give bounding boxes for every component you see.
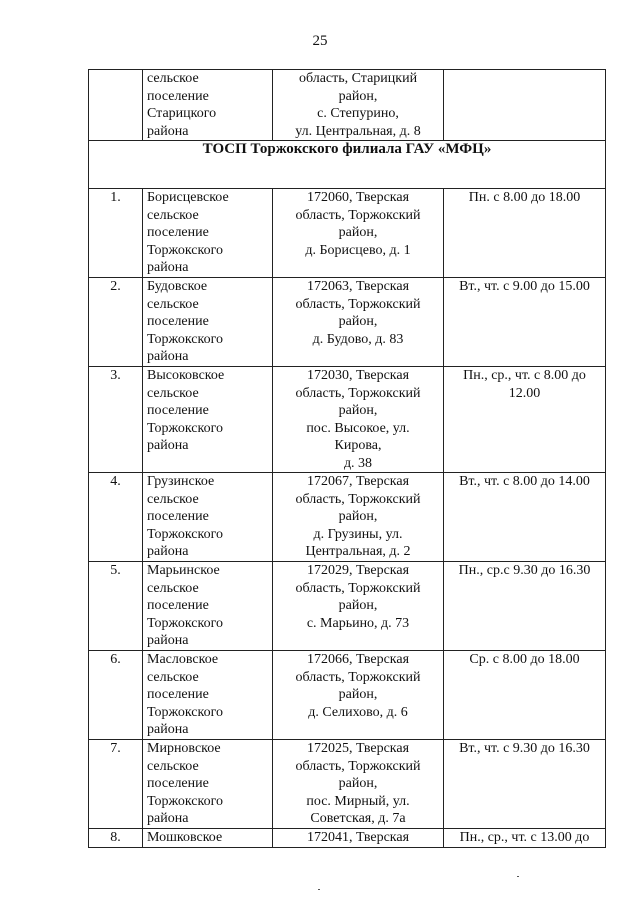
cell-line: Высоковское xyxy=(147,368,225,383)
cell-line: 12.00 xyxy=(508,385,541,401)
table-row xyxy=(89,473,606,562)
cell-line: Старицкого xyxy=(147,106,217,121)
row-number-cell: 6. xyxy=(89,651,143,740)
cell-line: Ср. с 8.00 до 18.00 xyxy=(469,652,580,667)
hours-cell xyxy=(444,70,606,141)
table-body xyxy=(89,70,606,848)
row-number-cell: 4. xyxy=(89,473,143,562)
cell-line: района xyxy=(147,123,189,139)
cell-line: Вт., чт. с 9.00 до 15.00 xyxy=(459,279,590,294)
section-header-row xyxy=(89,141,606,189)
cell-line: д. Селихово, д. 6 xyxy=(308,704,408,720)
section-title: ТОСП Торжокского филиала ГАУ «МФЦ» xyxy=(89,141,606,189)
table-row xyxy=(89,189,606,278)
cell-line: Торжокского xyxy=(147,615,223,631)
address-cell xyxy=(273,651,444,740)
cell-line: Советская, д. 7а xyxy=(310,811,406,826)
settlement-name-cell xyxy=(143,562,273,651)
cell-line: Будовское xyxy=(147,279,208,294)
cell-line: Вт., чт. с 8.00 до 14.00 xyxy=(459,474,590,489)
settlement-name-cell xyxy=(143,70,273,141)
cell-line: область, Торжокский xyxy=(295,296,421,312)
hours-cell xyxy=(444,829,606,848)
cell-line: сельское xyxy=(147,71,199,86)
cell-line: Торжокского xyxy=(147,526,223,542)
cell-line: Грузинское xyxy=(147,474,215,489)
cell-line: район, xyxy=(338,776,378,791)
cell-line: Масловское xyxy=(147,652,219,667)
cell-line: Торжокского xyxy=(147,331,223,347)
cell-line: 172025, Тверская xyxy=(306,741,410,756)
cell-line: область, Торжокский xyxy=(295,385,421,401)
address-cell xyxy=(273,829,444,848)
cell-line: Кирова, xyxy=(334,438,382,453)
settlement-name-cell xyxy=(143,367,273,473)
cell-line: область, Торжокский xyxy=(295,669,421,685)
cell-line: поселение xyxy=(147,314,209,329)
cell-line: сельское xyxy=(147,758,199,774)
cell-line: 172041, Тверская xyxy=(306,830,410,845)
table-row xyxy=(89,278,606,367)
address-cell xyxy=(273,740,444,829)
settlement-name-cell xyxy=(143,829,273,848)
hours-cell xyxy=(444,278,606,367)
cell-line: района xyxy=(147,633,189,648)
cell-line: сельское xyxy=(147,207,199,223)
scan-speck xyxy=(318,889,320,890)
cell-line: область, Торжокский xyxy=(295,758,421,774)
cell-line: 172067, Тверская xyxy=(306,474,410,489)
cell-line: поселение xyxy=(147,776,209,791)
cell-line: район, xyxy=(338,687,378,702)
hours-cell xyxy=(444,562,606,651)
cell-line: района xyxy=(147,438,189,453)
cell-line: с. Марьино, д. 73 xyxy=(306,615,410,631)
cell-line: д. Будово, д. 83 xyxy=(312,331,404,347)
address-cell xyxy=(273,189,444,278)
row-number-cell: 8. xyxy=(89,829,143,848)
cell-line: область, Торжокский xyxy=(295,580,421,596)
row-number-cell: 5. xyxy=(89,562,143,651)
cell-line: область, Старицкий xyxy=(298,71,418,86)
cell-line: с. Степурино, xyxy=(317,106,399,121)
address-cell xyxy=(273,562,444,651)
cell-line: ул. Центральная, д. 8 xyxy=(295,123,421,139)
cell-line: 172060, Тверская xyxy=(306,190,410,205)
cell-line: область, Торжокский xyxy=(295,207,421,223)
cell-line: район, xyxy=(338,225,378,240)
cell-line: 172063, Тверская xyxy=(306,279,410,294)
cell-line: поселение xyxy=(147,225,209,240)
cell-line: поселение xyxy=(147,687,209,702)
cell-line: район, xyxy=(338,403,378,418)
cell-line: Торжокского xyxy=(147,704,223,720)
cell-line: 172066, Тверская xyxy=(306,652,410,667)
row-number-cell: 7. xyxy=(89,740,143,829)
settlement-name-cell xyxy=(143,189,273,278)
cell-line: района xyxy=(147,722,189,737)
cell-line: поселение xyxy=(147,598,209,613)
settlement-name-cell xyxy=(143,740,273,829)
cell-line: сельское xyxy=(147,669,199,685)
cell-line: район, xyxy=(338,509,378,524)
cell-line: д. 38 xyxy=(343,455,373,471)
table-row xyxy=(89,651,606,740)
row-number-cell: 1. xyxy=(89,189,143,278)
settlement-name-cell xyxy=(143,651,273,740)
page-number: 25 xyxy=(312,33,328,49)
cell-line: Марьинское xyxy=(147,563,220,578)
cell-line: район, xyxy=(338,598,378,613)
cell-line: д. Грузины, ул. xyxy=(313,526,403,542)
cell-line: пос. Высокое, ул. xyxy=(306,420,410,436)
hours-cell xyxy=(444,740,606,829)
cell-line: район, xyxy=(338,314,378,329)
cell-line: сельское xyxy=(147,296,199,312)
cell-line: сельское xyxy=(147,491,199,507)
address-cell xyxy=(273,473,444,562)
hours-cell xyxy=(444,473,606,562)
row-number-cell: 3. xyxy=(89,367,143,473)
settlement-name-cell xyxy=(143,278,273,367)
cell-line: Пн., ср., чт. с 13.00 до xyxy=(459,830,590,845)
cell-line: Торжокского xyxy=(147,420,223,436)
cell-line: района xyxy=(147,544,189,559)
scan-speck xyxy=(517,876,519,877)
cell-line: Вт., чт. с 9.30 до 16.30 xyxy=(459,741,590,756)
address-cell xyxy=(273,70,444,141)
cell-line: Торжокского xyxy=(147,242,223,258)
cell-line: района xyxy=(147,349,189,364)
hours-cell xyxy=(444,189,606,278)
cell-line: Борисцевское xyxy=(147,190,229,205)
cell-line: Мирновское xyxy=(147,741,221,756)
hours-cell xyxy=(444,651,606,740)
cell-line: пос. Мирный, ул. xyxy=(306,793,410,809)
table-row-continued xyxy=(89,70,606,141)
cell-line: района xyxy=(147,260,189,275)
table-row xyxy=(89,367,606,473)
row-number-cell xyxy=(89,70,143,141)
cell-line: Пн., ср., чт. с 8.00 до xyxy=(463,368,586,383)
cell-line: поселение xyxy=(147,509,209,524)
address-cell xyxy=(273,278,444,367)
cell-line: 172030, Тверская xyxy=(306,368,410,383)
cell-line: сельское xyxy=(147,580,199,596)
cell-line: Пн. с 8.00 до 18.00 xyxy=(468,190,581,205)
cell-line: район, xyxy=(338,88,378,104)
cell-line: 172029, Тверская xyxy=(306,563,410,578)
cell-line: сельское xyxy=(147,385,199,401)
settlement-name-cell xyxy=(143,473,273,562)
cell-line: Центральная, д. 2 xyxy=(305,544,411,559)
cell-line: д. Борисцево, д. 1 xyxy=(305,242,411,258)
cell-line: поселение xyxy=(147,403,209,418)
row-number-cell: 2. xyxy=(89,278,143,367)
hours-cell xyxy=(444,367,606,473)
cell-line: область, Торжокский xyxy=(295,491,421,507)
table-row xyxy=(89,829,606,848)
cell-line: Торжокского xyxy=(147,793,223,809)
table-row xyxy=(89,562,606,651)
cell-line: района xyxy=(147,811,189,826)
table-row xyxy=(89,740,606,829)
cell-line: поселение xyxy=(147,88,209,104)
cell-line: Пн., ср.с 9.30 до 16.30 xyxy=(458,563,591,578)
address-cell xyxy=(273,367,444,473)
branch-offices-table xyxy=(88,69,606,848)
cell-line: Мошковское xyxy=(147,830,223,845)
